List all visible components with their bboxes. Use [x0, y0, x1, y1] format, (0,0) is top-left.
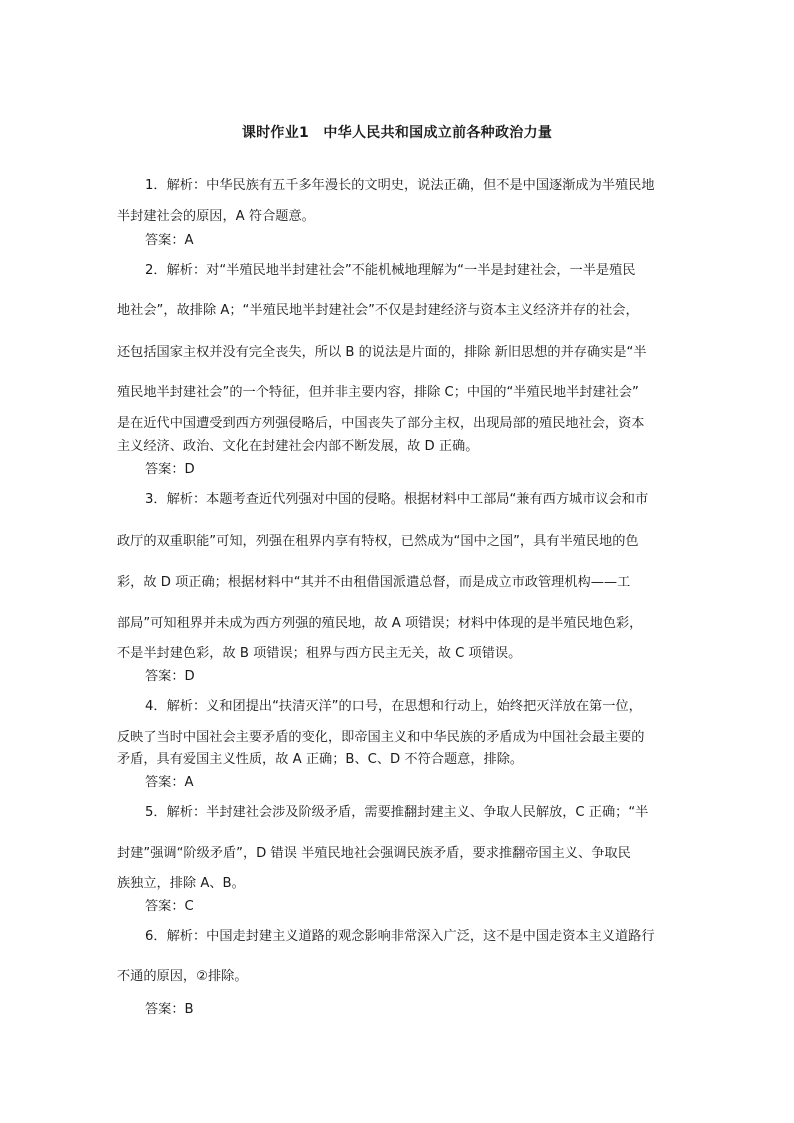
q4-analysis-line-2: 反映了当时中国社会主要矛盾的变化，即帝国主义和中华民族的矛盾成为中国社会最主要的 [117, 730, 645, 745]
q3-answer: 答案：D [145, 669, 195, 684]
q6-analysis-line-2: 不通的原因，②排除。 [117, 969, 248, 984]
q2-answer: 答案：D [145, 462, 195, 477]
q5-answer: 答案：C [145, 899, 194, 914]
q5-analysis-line-1: 5．解析：半封建社会涉及阶级矛盾，需要推翻封建主义、争取人民解放，C 正确；“半 [145, 805, 649, 820]
q6-answer: 答案：B [145, 1002, 194, 1017]
q2-analysis-line-5: 是在近代中国遭受到西方列强侵略后，中国丧失了部分主权，出现局部的殖民地社会，资本 [117, 416, 645, 431]
q2-analysis-line-6: 主义经济、政治、文化在封建社会内部不断发展，故 D 正确。 [117, 439, 479, 454]
q1-answer: 答案：A [145, 233, 194, 248]
q4-analysis-line-3: 矛盾，具有爱国主义性质，故 A 正确；B、C、D 不符合题意，排除。 [117, 752, 524, 767]
q5-analysis-line-2: 封建”强调“阶级矛盾”，D 错误 半殖民地社会强调民族矛盾，要求推翻帝国主义、争取民 [117, 846, 631, 861]
q2-analysis-line-2: 地社会”，故排除 A；“半殖民地半封建社会”不仅是封建经济与资本主义经济并存的社会， [117, 303, 639, 318]
q3-analysis-line-5: 不是半封建色彩，故 B 项错误；租界与西方民主无关，故 C 项错误。 [117, 646, 522, 661]
q3-analysis-line-2: 政厅的双重职能”可知，列强在租界内享有特权，已然成为“国中之国”，具有半殖民地的色 [117, 534, 639, 549]
page-title: 课时作业1 中华人民共和国成立前各种政治力量 [241, 125, 553, 141]
q2-analysis-line-4: 殖民地半封建社会”的一个特征，但并非主要内容，排除 C；中国的“半殖民地半封建社会” [117, 385, 639, 400]
q1-analysis-line-1: 1．解析：中华民族有五千多年漫长的文明史，说法正确，但不是中国逐渐成为半殖民地 [145, 178, 655, 193]
q4-answer: 答案：A [145, 775, 194, 790]
q5-analysis-line-3: 族独立，排除 A、B。 [117, 876, 245, 891]
q2-analysis-line-3: 还包括国家主权并没有完全丧失，所以 B 的说法是片面的，排除 新旧思想的并存确实是“半 [117, 345, 647, 360]
q2-analysis-line-1: 2．解析：对“半殖民地半封建社会”不能机械地理解为“一半是封建社会，一半是殖民 [145, 263, 636, 278]
q1-analysis-line-2: 半封建社会的原因，A 符合题意。 [117, 209, 315, 224]
q4-analysis-line-1: 4．解析：义和团提出“扶清灭洋”的口号，在思想和行动上，始终把灭洋放在第一位， [145, 699, 642, 714]
q3-analysis-line-3: 彩，故 D 项正确；根据材料中“其并不由租借国派遣总督，而是成立市政管理机构——工 [117, 575, 631, 590]
q6-analysis-line-1: 6．解析：中国走封建主义道路的观念影响非常深入广泛，这不是中国走资本主义道路行 [145, 929, 655, 944]
q3-analysis-line-4: 部局”可知租界并未成为西方列强的殖民地，故 A 项错误；材料中体现的是半殖民地色彩， [117, 616, 643, 631]
q3-analysis-line-1: 3．解析：本题考查近代列强对中国的侵略。根据材料中工部局“兼有西方城市议会和市 [145, 492, 649, 507]
